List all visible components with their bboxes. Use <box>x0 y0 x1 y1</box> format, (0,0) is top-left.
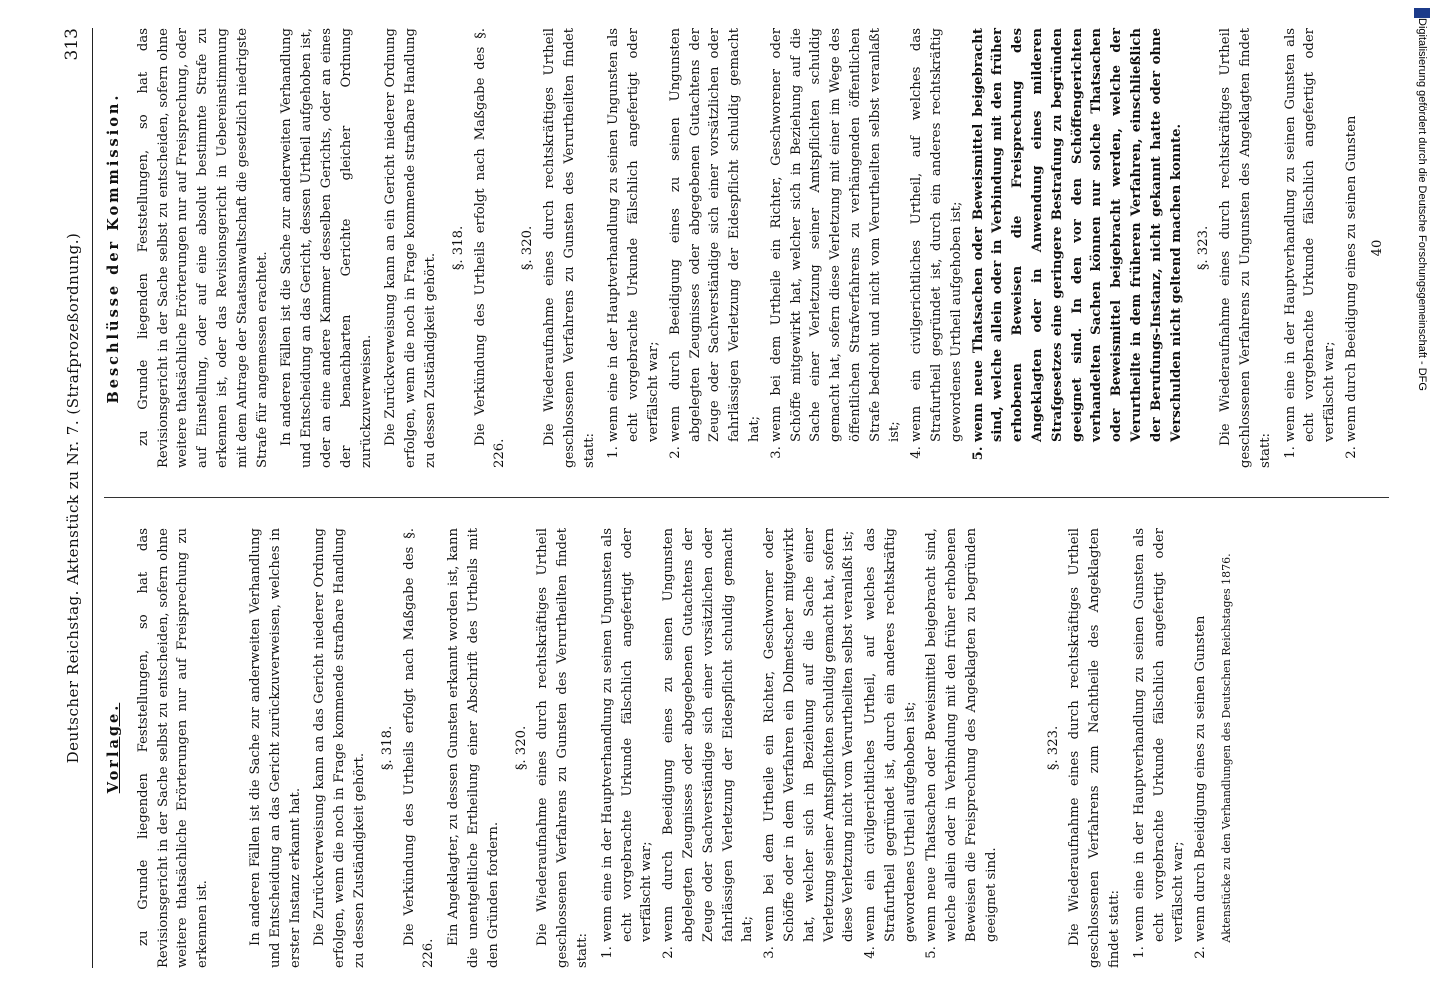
paragraph: zu Grunde liegenden Feststellungen, so hat das Revisionsgericht in der Sache selbst zu entscheiden, sofern ohne weitere thatsächliche Erörterungen nur auf Freisprechung, oder auf Einstellung, oder auf eine absolut bestimmte Strafe zu erkennen ist, oder das Revisionsgericht in Uebereinstimmung mit dem Antrage der Staatsanwaltschaft die gesetzlich niedrigste Strafe für angemessen erachtet. <box>135 28 270 468</box>
paragraph: Die Verkündung des Urtheils erfolgt nach Maßgabe des §. 226. <box>401 528 437 968</box>
section-mark: §. 318. <box>379 725 395 771</box>
paragraph: Die Wiederaufnahme eines durch rechtskräftiges Urtheil geschlossenen Verfahrens zu Gunsten des Verurtheilten findet statt: <box>541 28 597 468</box>
paragraph: In anderen Fällen ist die Sache zur anderweiten Verhandlung und Entscheidung an das Gericht zurückzuverweisen, welches in erster Instanz erkannt hat. <box>247 528 303 968</box>
footer-note: Aktenstücke zu den Verhandlungen des Deutschen Reichstages 1876. <box>1220 553 1234 943</box>
paragraph: Die Zurückverweisung kann an ein Gericht niederer Ordnung erfolgen, wenn die noch in Frage kommende strafbare Handlung zu dessen Zuständigkeit gehört. <box>383 28 438 468</box>
paragraph: Die Wiederaufnahme eines durch rechtskräftiges Urtheil geschlossenen Verfahrens zu Ungunsten des Angeklagten findet statt: <box>1218 28 1273 468</box>
paragraph: Die Wiederaufnahme eines durch rechtskräftiges Urtheil geschlossenen Verfahrens zum Nachtheile des Angeklagten findet statt: <box>1067 528 1123 968</box>
list-item: 3. wenn bei dem Urtheile ein Richter, Geschworener oder Schöffe mitgewirkt hat, welcher sich in Beziehung auf die Sache einer Verletzung seiner Amtspflichten schuldig gemacht hat, sofern diese Verletzung mit einer im Wege des öffentlichen Strafverfahrens zu verhängenden öffentlichen Strafe bedroht und nicht vom Verurtheilten selbst veranlaßt ist; <box>767 28 906 442</box>
column-kommission <box>104 28 1388 468</box>
column-heading-kommission: Beschlüsse der Kommission. <box>105 92 122 404</box>
list-item: 5. wenn neue Thatsachen oder Beweismittel beigebracht sind, welche allein oder in Verbindung mit den früher erhobenen Beweisen die Freisprechung des Angeklagten oder in Anwendung eines milderen Strafgesetzes eine geringere Bestrafung zu begründen geeignet sind. In den vor den Schöffengerichten verhandelten Sachen können nur solche Thatsachen oder Beweismittel beigebracht werden, welche der Verurtheilte in dem früheren Verfahren, einschließlich der Berufungs-Instanz, nicht gekannt hatte oder ohne Verschulden nicht geltend machen konnte. <box>969 28 1187 442</box>
list-item: 2. wenn durch Beeidigung eines zu seinen Ungunsten abgelegten Zeugnisses oder abgegebenen Gutachtens der Zeuge oder Sachverständige sich einer vorsätzlichen oder fahrlässigen Verletzung der Eidespflicht schuldig gemacht hat; <box>666 28 765 442</box>
column-divider <box>104 497 1389 498</box>
numbered-list <box>1130 528 1211 968</box>
list-item: 1. wenn eine in der Hauptverhandlung zu seinen Ungunsten als echt vorgebrachte Urkunde fälschlich angefertigt oder verfälscht war; <box>598 528 657 942</box>
paragraph: Die Verkündung des Urtheils erfolgt nach Maßgabe des §. 226. <box>472 28 508 468</box>
dfg-logo-icon <box>1414 8 1430 18</box>
paragraph: zu Grunde liegenden Feststellungen, so hat das Revisionsgericht in der Sache selbst zu entscheiden, sofern ohne weitere thatsächliche Erörterungen nur auf Freisprechung zu erkennen ist. <box>135 528 211 968</box>
digitization-note: Digitalisierung gefördert durch die Deutsche Forschungsgemeinschaft - DFG <box>1416 18 1428 391</box>
list-item: 4. wenn ein civilgerichtliches Urtheil, auf welches das Strafurtheil gegründet ist, durch ein anderes rechtskräftig gewordenes Urtheil aufgehoben ist; <box>907 28 966 442</box>
paragraph: Die Zurückverweisung kann an das Gericht niederer Ordnung erfolgen, wenn die noch in Frage kommende strafbare Handlung zu dessen Zuständigkeit gehört. <box>312 528 367 968</box>
list-item: 4. wenn ein civilgerichtliches Urtheil, auf welches das Strafurtheil gegründet ist, durch ein anderes rechtskräftig gewordenes Urtheil aufgehoben ist; <box>861 528 920 942</box>
list-item: 1. wenn eine in der Hauptverhandlung zu seinen Gunsten als echt vorgebrachte Urkunde fälschlich angefertigt oder verfälscht war; <box>1130 528 1189 942</box>
header-title: Deutscher Reichstag. Aktenstück zu Nr. 7. (Strafprozeßordnung.) <box>64 232 82 764</box>
folio-number: 40 <box>1369 239 1385 257</box>
page-number: 313 <box>62 28 82 61</box>
column-vorlage <box>104 528 1237 968</box>
list-item: 1. wenn eine in der Hauptverhandlung zu seinen Gunsten als echt vorgebrachte Urkunde fälschlich angefertigt oder verfälscht war; <box>1281 28 1340 442</box>
list-item: 5. wenn neue Thatsachen oder Beweismittel beigebracht sind, welche allein oder in Verbindung mit den früher erhobenen Beweisen die Freisprechung des Angeklagten zu begründen geeignet sind. <box>922 528 1001 942</box>
list-item: 2. wenn durch Beeidigung eines zu seinen Gunsten <box>1342 28 1362 442</box>
list-item: 2. wenn durch Beeidigung eines zu seinen Ungunsten abgelegten Zeugnisses oder abgegebenen Gutachtens der Zeuge oder Sachverständige sich einer vorsätzlichen oder fahrlässigen Verletzung der Eidespflicht schuldig gemacht hat; <box>659 528 758 942</box>
spacer <box>218 528 246 968</box>
document-page <box>58 28 1393 968</box>
paragraph: Ein Angeklagter, zu dessen Gunsten erkannt worden ist, kann die unentgeltliche Ertheilung einer Abschrift des Urtheils mit den Gründen fordern. <box>446 528 501 968</box>
section-mark: §. 318. <box>450 225 466 271</box>
digitization-credit <box>1410 0 1432 1000</box>
numbered-list <box>1281 28 1362 468</box>
paragraph: In anderen Fällen ist die Sache zur anderweiten Verhandlung und Entscheidung an das Gericht, dessen Urtheil aufgehoben ist, oder an eine andere Kammer desselben Gerichts, oder an eines der benachbarten Gerichte gleicher Ordnung zurückzuverweisen. <box>279 28 374 468</box>
list-item: 1. wenn eine in der Hauptverhandlung zu seinen Ungunsten als echt vorgebrachte Urkunde fälschlich angefertigt oder verfälscht war; <box>604 28 663 442</box>
numbered-list <box>598 528 1002 968</box>
running-header <box>58 28 93 968</box>
section-mark: §. 323. <box>1196 225 1212 271</box>
paragraph: Die Wiederaufnahme eines durch rechtskräftiges Urtheil geschlossenen Verfahrens zu Gunsten des Verurtheilten findet statt: <box>535 528 590 968</box>
spacer <box>1008 528 1036 968</box>
list-item: 3. wenn bei dem Urtheile ein Richter, Geschworner oder Schöffe oder in dem Verfahren ein Dolmetscher mitgewirkt hat, welcher sich in Beziehung auf die Sache einer Verletzung seiner Amtspflichten schuldig gemacht hat, sofern diese Verletzung nicht vom Verurtheilten selbst veranlaßt ist; <box>760 528 859 942</box>
section-mark: §. 323. <box>1045 725 1061 771</box>
section-mark: §. 320. <box>520 225 536 271</box>
section-mark: §. 320. <box>513 725 529 771</box>
numbered-list <box>604 28 1186 468</box>
list-item: 2. wenn durch Beeidigung eines zu seinen Gunsten <box>1191 528 1211 942</box>
column-heading-vorlage: Vorlage. <box>105 702 122 794</box>
